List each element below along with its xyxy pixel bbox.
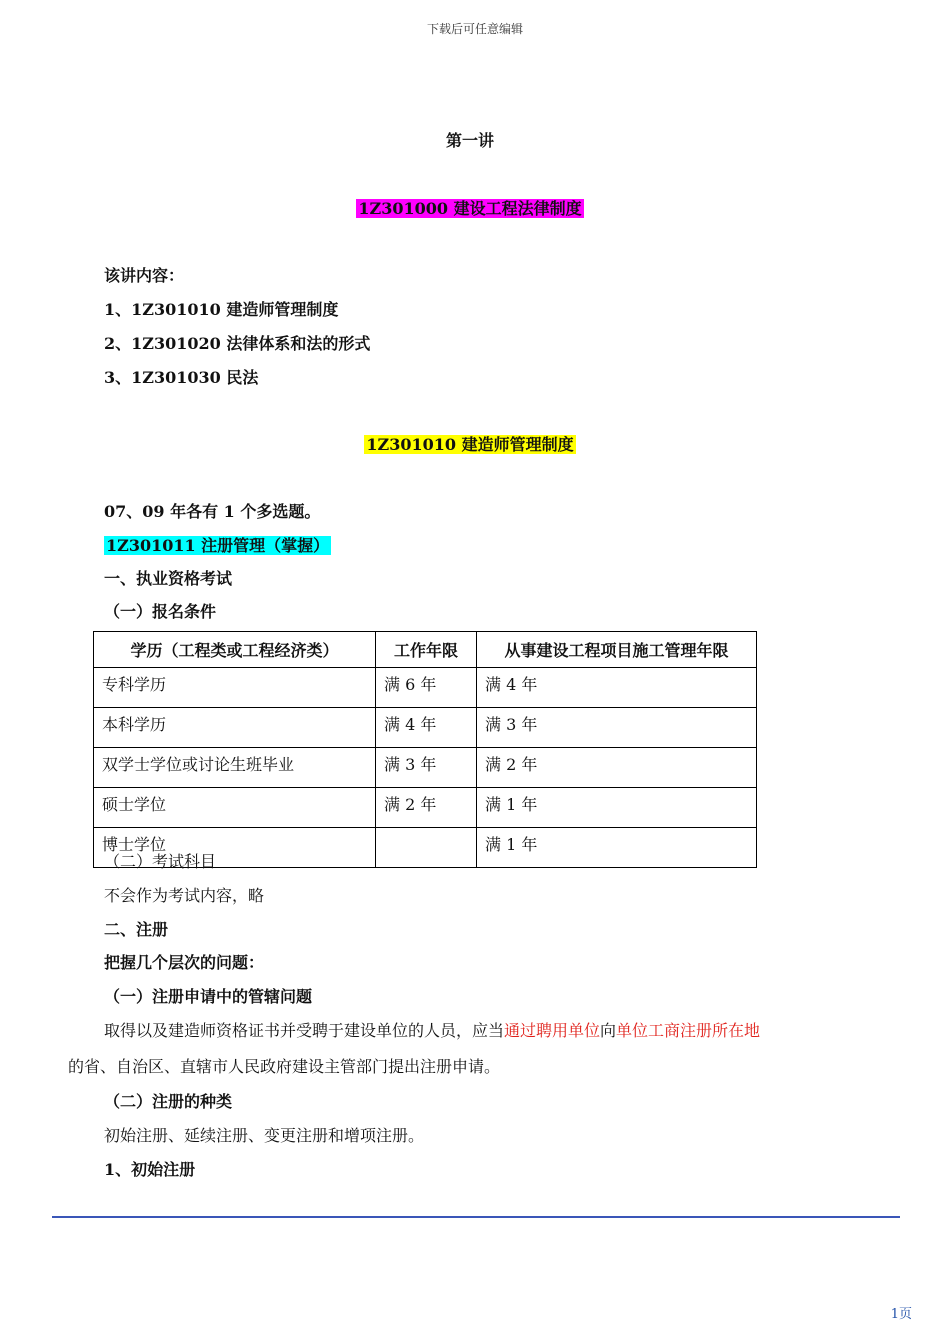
cell-work-years — [376, 828, 477, 868]
cell-management-years: 满 1 年 — [477, 828, 757, 868]
contents-item-2: 2、1Z301020 法律体系和法的形式 — [104, 334, 371, 353]
cell-education: 本科学历 — [94, 708, 376, 748]
subsection-title-wrap — [104, 533, 331, 556]
contents-item-3: 3、1Z301030 民法 — [104, 368, 259, 387]
cell-education: 专科学历 — [94, 668, 376, 708]
para-red-employer: 通过聘用单位 — [504, 1021, 601, 1040]
header-education: 学历（工程类或工程经济类） — [94, 632, 376, 668]
cell-management-years: 满 1 年 — [477, 788, 757, 828]
header-management-years: 从事建设工程项目施工管理年限 — [477, 632, 757, 668]
table-row — [94, 708, 757, 748]
registration-kinds-list: 初始注册、延续注册、变更注册和增项注册。 — [104, 1126, 425, 1145]
jurisdiction-heading: （一）注册申请中的管辖问题 — [104, 987, 313, 1006]
cell-work-years: 满 2 年 — [376, 788, 477, 828]
cell-education: 博士学位 — [94, 828, 376, 868]
footer-divider — [52, 1216, 900, 1218]
table-row — [94, 668, 757, 708]
contents-heading: 该讲内容： — [104, 266, 185, 285]
cell-education: 双学士学位或讨论生班毕业 — [94, 748, 376, 788]
cell-work-years: 满 3 年 — [376, 748, 477, 788]
registration-conditions-heading: （一）报名条件 — [104, 602, 217, 621]
contents-item-1: 1、1Z301010 建造师管理制度 — [104, 300, 339, 319]
cell-management-years: 满 3 年 — [477, 708, 757, 748]
eligibility-table — [93, 631, 757, 868]
part2-heading: 二、注册 — [104, 920, 169, 939]
table-header-row — [94, 632, 757, 668]
cell-work-years: 满 6 年 — [376, 668, 477, 708]
part1-heading: 一、执业资格考试 — [104, 569, 233, 588]
cell-work-years: 满 4 年 — [376, 708, 477, 748]
cell-management-years: 满 4 年 — [477, 668, 757, 708]
subsection-title: 1Z301011 注册管理（掌握） — [106, 536, 330, 555]
levels-heading: 把握几个层次的问题： — [104, 953, 265, 972]
jurisdiction-paragraph-line2: 的省、自治区、直辖市人民政府建设主管部门提出注册申请。 — [68, 1057, 501, 1076]
lecture-title: 第一讲 — [445, 131, 494, 150]
para-red-location: 单位工商注册所在地 — [616, 1021, 761, 1040]
section-title: 1Z301010 建造师管理制度 — [366, 435, 574, 454]
table-row — [94, 788, 757, 828]
exam-frequency-note: 07、09 年各有 1 个多选题。 — [104, 502, 321, 521]
page-number: 1页 — [890, 1307, 912, 1322]
table-row — [94, 748, 757, 788]
chapter-title-wrap — [0, 196, 940, 219]
cell-management-years: 满 2 年 — [477, 748, 757, 788]
header-work-years: 工作年限 — [376, 632, 477, 668]
initial-registration-heading: 1、初始注册 — [104, 1160, 196, 1179]
jurisdiction-paragraph-line1 — [104, 1018, 760, 1041]
cell-education: 硕士学位 — [94, 788, 376, 828]
para-text-b: 向 — [600, 1021, 617, 1040]
section-title-wrap — [0, 432, 940, 455]
registration-kinds-heading: （二）注册的种类 — [104, 1092, 233, 1111]
exam-subjects-note: 不会作为考试内容，略 — [104, 886, 265, 905]
para-text-a: 取得以及建造师资格证书并受聘于建设单位的人员，应当 — [104, 1021, 505, 1040]
exam-subjects-heading: （二）考试科目 — [104, 852, 217, 871]
chapter-title: 1Z301000 建设工程法律制度 — [358, 199, 582, 218]
header-note: 下载后可任意编辑 — [426, 22, 523, 36]
